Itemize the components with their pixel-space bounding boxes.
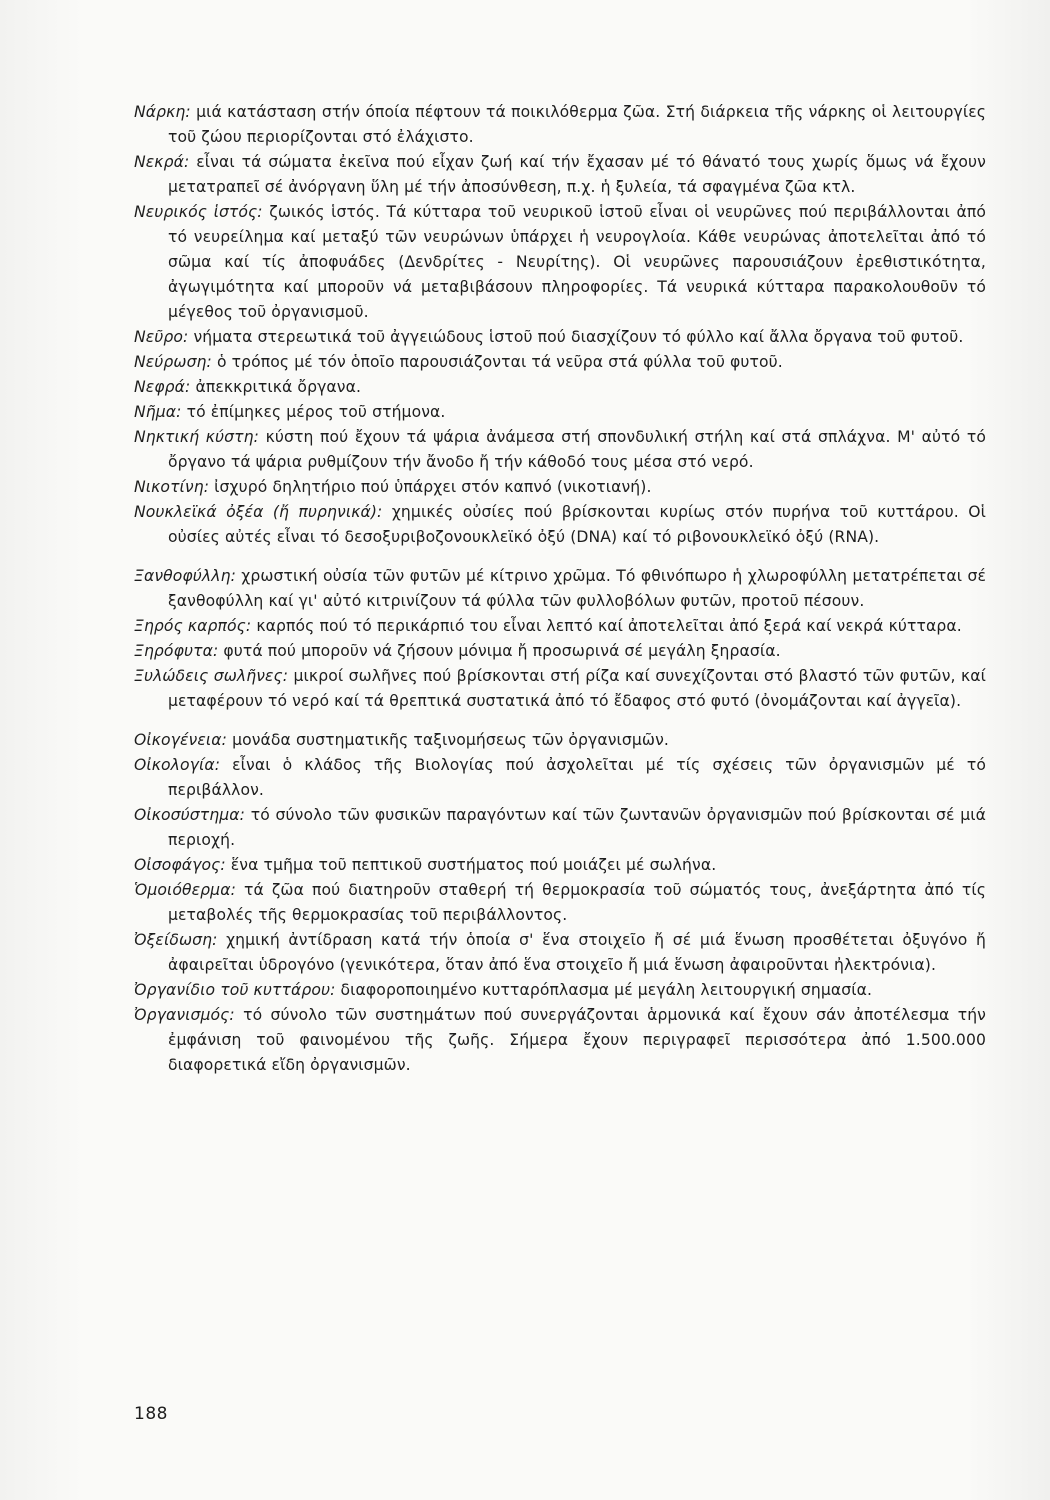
entry-definition: τό σύνολο τῶν φυσικῶν παραγόντων καί τῶν ζωντανῶν ὀργανισμῶν πού βρίσκονται σέ μιά περιοχή. (168, 806, 986, 849)
entry-definition: μιά κατάσταση στήν όποία πέφτουν τά ποικιλόθερμα ζῶα. Στή διάρκεια τῆς νάρκης οἱ λειτουργίες τοῦ ζώου περιορίζονται στό ἐλάχιστο. (168, 103, 986, 146)
entry-term: Ὁμοιόθερμα: (134, 881, 236, 899)
entry-term: Νεκρά: (134, 153, 190, 171)
entry-definition: χημική ἀντίδραση κατά τήν ὁποία σ' ἕνα στοιχεῖο ἤ σέ μιά ἕνωση προσθέτεται ὀξυγόνο ἤ ἀφαιρεῖται ὑδρογόνο (γενικότερα, ὅταν ἀπό ἕνα στοιχεῖο ἤ μιά ἕνωση ἀφαιροῦνται ἠλεκτρόνια). (168, 931, 986, 974)
entry-definition: μικροί σωλῆνες πού βρίσκονται στή ρίζα καί συνεχίζονται στό βλαστό τῶν φυτῶν, καί μεταφέρουν τό νερό καί τά θρεπτικά συστατικά ἀπό τό ἔδαφος στό φυτό (ὀνομάζονται καί ἀγγεῖα). (168, 667, 986, 710)
glossary-entry (134, 564, 986, 614)
entry-term: Νευρικός ἱστός: (134, 203, 263, 221)
glossary-entry (134, 425, 986, 475)
glossary-entry (134, 664, 986, 714)
entry-definition: ζωικός ἱστός. Τά κύτταρα τοῦ νευρικοῦ ἱστοῦ εἶναι οἱ νευρῶνες πού περιβάλλονται ἀπό τό νευρείλημα καί μεταξύ τῶν νευρώνων ὑπάρχει ἡ νευρογλοία. Κάθε νευρώνας ἀποτελεῖται ἀπό τό σῶμα καί τίς ἀποφυάδες (Δενδρίτες - Νευρίτης). Οἱ νευρῶνες παρουσιάζουν ἐρεθιστικότητα, ἀγωγιμότητα καί μποροῦν νά μεταβιβάσουν πληροφορίες. Τά νευρικά κύτταρα παρακολουθοῦν τό μέγεθος τοῦ ὀργανισμοῦ. (168, 203, 986, 321)
glossary-entry (134, 928, 986, 978)
entry-term: Νῆμα: (134, 403, 182, 421)
entry-term: Οἰκολογία: (134, 756, 221, 774)
entry-term: Νάρκη: (134, 103, 191, 121)
entry-definition: εἶναι ὁ κλάδος τῆς Βιολογίας πού ἀσχολεῖται μέ τίς σχέσεις τῶν ὀργανισμῶν μέ τό περιβάλλον. (168, 756, 986, 799)
glossary-entry (134, 375, 986, 400)
entry-definition: νήματα στερεωτικά τοῦ ἀγγειώδους ἱστοῦ πού διασχίζουν τό φύλλο καί ἄλλα ὄργανα τοῦ φυτοῦ. (193, 328, 964, 346)
entry-term: Ξηρόφυτα: (134, 642, 219, 660)
glossary-entry (134, 100, 986, 150)
glossary-entry (134, 325, 986, 350)
glossary-entry (134, 753, 986, 803)
entry-definition: φυτά πού μποροῦν νά ζήσουν μόνιμα ἤ προσωρινά σέ μεγάλη ξηρασία. (223, 642, 781, 660)
entry-term: Οἰσοφάγος: (134, 856, 226, 874)
entry-definition: τά ζῶα πού διατηροῦν σταθερή τή θερμοκρασία τοῦ σώματός τους, ἀνεξάρτητα ἀπό τίς μεταβολές τῆς θερμοκρασίας τοῦ περιβάλλοντος. (168, 881, 986, 924)
glossary-entries (134, 100, 986, 1078)
glossary-entry (134, 728, 986, 753)
entry-term: Νουκλεϊκά ὀξέα (ἤ πυρηνικά): (134, 503, 383, 521)
entry-definition: τό σύνολο τῶν συστημάτων πού συνεργάζονται ἁρμονικά καί ἔχουν σάν ἀποτέλεσμα τήν ἐμφάνιση τοῦ φαινομένου τῆς ζωῆς. Σήμερα ἔχουν περιγραφεῖ περισσότερα ἀπό 1.500.000 διαφορετικά εἴδη ὀργανισμῶν. (168, 1006, 986, 1074)
entry-term: Νεύρωση: (134, 353, 212, 371)
entry-definition: ἕνα τμῆμα τοῦ πεπτικοῦ συστήματος πού μοιάζει μέ σωλήνα. (230, 856, 717, 874)
entry-definition: εἶναι τά σώματα ἐκεῖνα πού εἶχαν ζωή καί τήν ἔχασαν μέ τό θάνατό τους χωρίς ὅμως νά ἔχουν μετατραπεῖ σέ ἀνόργανη ὕλη μέ τήν ἀποσύνθεση, π.χ. ἡ ξυλεία, τά σφαγμένα ζῶα κτλ. (168, 153, 986, 196)
glossary-entry (134, 475, 986, 500)
entry-definition: ἰσχυρό δηλητήριο πού ὑπάρχει στόν καπνό (νικοτιανή). (214, 478, 652, 496)
glossary-entry (134, 400, 986, 425)
entry-term: Ὀργανίδιο τοῦ κυττάρου: (134, 981, 336, 999)
glossary-entry (134, 803, 986, 853)
glossary-entry (134, 639, 986, 664)
glossary-entry (134, 1003, 986, 1078)
entry-term: Ξανθοφύλλη: (134, 567, 236, 585)
entry-definition: χρωστική οὐσία τῶν φυτῶν μέ κίτρινο χρῶμα. Τό φθινόπωρο ἡ χλωροφύλλη μετατρέπεται σέ ξανθοφύλλη καί γι' αὐτό κιτρινίζουν τά φύλλα τῶν φυλλοβόλων φυτῶν, προτοῦ πέσουν. (168, 567, 986, 610)
entry-term: Ξηρός καρπός: (134, 617, 252, 635)
glossary-entry (134, 200, 986, 325)
entry-definition: τό ἐπίμηκες μέρος τοῦ στήμονα. (186, 403, 446, 421)
glossary-entry (134, 500, 986, 550)
glossary-entry (134, 978, 986, 1003)
entry-term: Νικοτίνη: (134, 478, 210, 496)
entry-term: Οἰκοσύστημα: (134, 806, 245, 824)
entry-term: Νηκτική κύστη: (134, 428, 259, 446)
entry-term: Ξυλώδεις σωλῆνες: (134, 667, 289, 685)
entry-term: Νεῦρο: (134, 328, 189, 346)
glossary-entry (134, 350, 986, 375)
entry-term: Οἰκογένεια: (134, 731, 227, 749)
glossary-entry (134, 878, 986, 928)
entry-definition: κύστη πού ἔχουν τά ψάρια ἀνάμεσα στή σπονδυλική στήλη καί στά σπλάχνα. Μ' αὐτό τό ὄργανο τά ψάρια ρυθμίζουν τήν ἄνοδο ἤ τήν κάθοδό τους μέσα στό νερό. (168, 428, 986, 471)
entry-definition: καρπός πού τό περικάρπιό του εἶναι λεπτό καί ἀποτελεῖται ἀπό ξερά καί νεκρά κύτταρα. (256, 617, 962, 635)
glossary-entry (134, 853, 986, 878)
glossary-entry (134, 150, 986, 200)
page-number: 188 (134, 1404, 168, 1424)
entry-definition: χημικές οὐσίες πού βρίσκονται κυρίως στόν πυρήνα τοῦ κυττάρου. Οἱ οὐσίες αὐτές εἶναι τό δεσοξυριβοζονουκλεϊκό ὀξύ (DNA) καί τό ριβονουκλεϊκό ὀξύ (RNA). (168, 503, 987, 546)
entry-definition: μονάδα συστηματικῆς ταξινομήσεως τῶν ὀργανισμῶν. (232, 731, 669, 749)
entry-term: Ὀργανισμός: (134, 1006, 235, 1024)
entry-definition: διαφοροποιημένο κυτταρόπλασμα μέ μεγάλη λειτουργική σημασία. (340, 981, 873, 999)
entry-definition: ἀπεκκριτικά ὄργανα. (195, 378, 362, 396)
entry-term: Ὀξείδωση: (134, 931, 218, 949)
entry-term: Νεφρά: (134, 378, 191, 396)
glossary-entry (134, 614, 986, 639)
entry-definition: ὁ τρόπος μέ τόν ὁποῖο παρουσιάζονται τά νεῦρα στά φύλλα τοῦ φυτοῦ. (216, 353, 783, 371)
